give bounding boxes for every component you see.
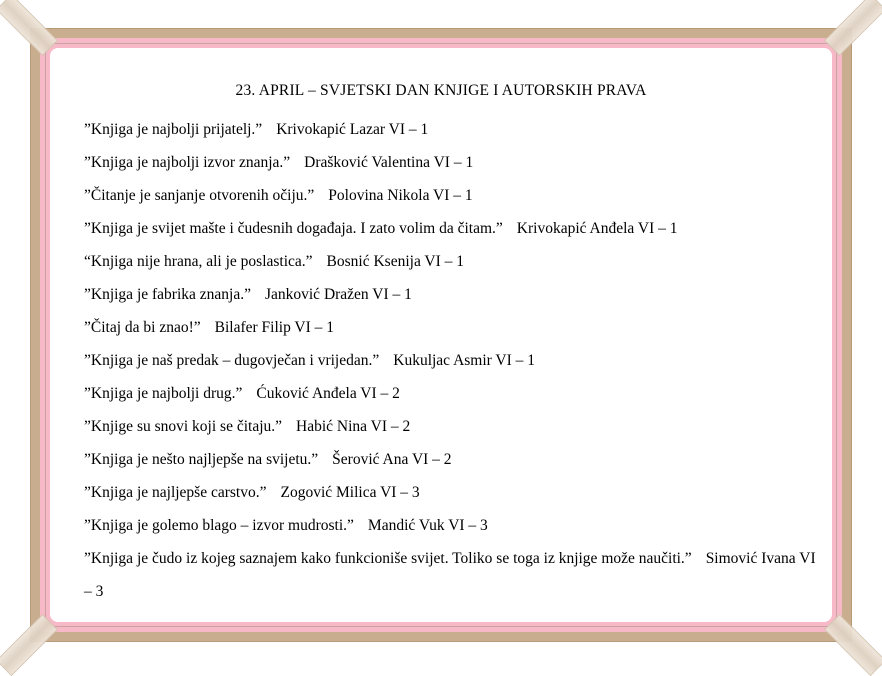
quote-text: ”Knjiga je najbolji prijatelj.” xyxy=(84,121,263,138)
quote-text: “Knjiga nije hrana, ali je poslastica.” xyxy=(84,253,313,270)
quote-list xyxy=(84,118,824,608)
quote-entry xyxy=(84,283,824,316)
quote-entry xyxy=(84,481,824,514)
quote-author: Bosnić Ksenija VI – 1 xyxy=(326,253,465,270)
quote-entry xyxy=(84,415,824,448)
quote-text: ”Knjiga je fabrika znanja.” xyxy=(84,286,251,303)
quote-text: ”Knjiga je golemo blago – izvor mudrosti.” xyxy=(84,517,354,534)
quote-text: ”Knjiga je nešto najljepše na svijetu.” xyxy=(84,451,319,468)
quote-entry xyxy=(84,184,824,217)
quote-text: ”Knjiga je najljepše carstvo.” xyxy=(84,484,267,501)
quote-text: ”Knjiga je čudo iz kojeg saznajem kako funkcioniše svijet. Toliko se toga iz knjige može naučiti.” xyxy=(84,550,692,567)
quote-text: ”Knjiga je naš predak – dugovječan i vrijedan.” xyxy=(84,352,380,369)
quote-text: ”Knjiga je svijet mašte i čudesnih događaja. I zato volim da čitam.” xyxy=(84,220,503,237)
corner-tape-bottom-right xyxy=(824,614,882,676)
quote-entry xyxy=(84,250,824,283)
quote-entry xyxy=(84,118,824,151)
quote-author: Simović Ivana VI – 3 xyxy=(84,550,816,600)
quote-entry xyxy=(84,217,824,250)
quote-author: Krivokapić Anđela VI – 1 xyxy=(516,220,678,237)
quote-entry xyxy=(84,448,824,481)
quote-text: ”Čitaj da bi znao!” xyxy=(84,319,201,336)
quote-text: ”Knjiga je najbolji izvor znanja.” xyxy=(84,154,291,171)
quote-author: Mandić Vuk VI – 3 xyxy=(367,517,488,534)
quote-author: Polovina Nikola VI – 1 xyxy=(328,187,473,204)
quote-entry xyxy=(84,349,824,382)
quote-entry xyxy=(84,382,824,415)
quote-entry xyxy=(84,316,824,349)
quote-author: Ćuković Anđela VI – 2 xyxy=(256,385,400,402)
quote-author: Kukuljac Asmir VI – 1 xyxy=(393,352,536,369)
quote-text: ”Čitanje je sanjanje otvorenih očiju.” xyxy=(84,187,315,204)
quote-author: Zogović Milica VI – 3 xyxy=(280,484,420,501)
quote-author: Habić Nina VI – 2 xyxy=(296,418,411,435)
quote-author: Bilafer Filip VI – 1 xyxy=(214,319,335,336)
quote-text: ”Knjige su snovi koji se čitaju.” xyxy=(84,418,283,435)
quote-author: Janković Dražen VI – 1 xyxy=(264,286,412,303)
page-title: 23. APRIL – SVJETSKI DAN KNJIGE I AUTORSKIH PRAVA xyxy=(235,82,647,99)
quote-entry xyxy=(84,151,824,184)
quote-author: Drašković Valentina VI – 1 xyxy=(304,154,474,171)
quote-entry xyxy=(84,542,824,608)
quote-author: Krivokapić Lazar VI – 1 xyxy=(276,121,429,138)
quote-text: ”Knjiga je najbolji drug.” xyxy=(84,385,243,402)
quote-author: Šerović Ana VI – 2 xyxy=(332,451,452,468)
